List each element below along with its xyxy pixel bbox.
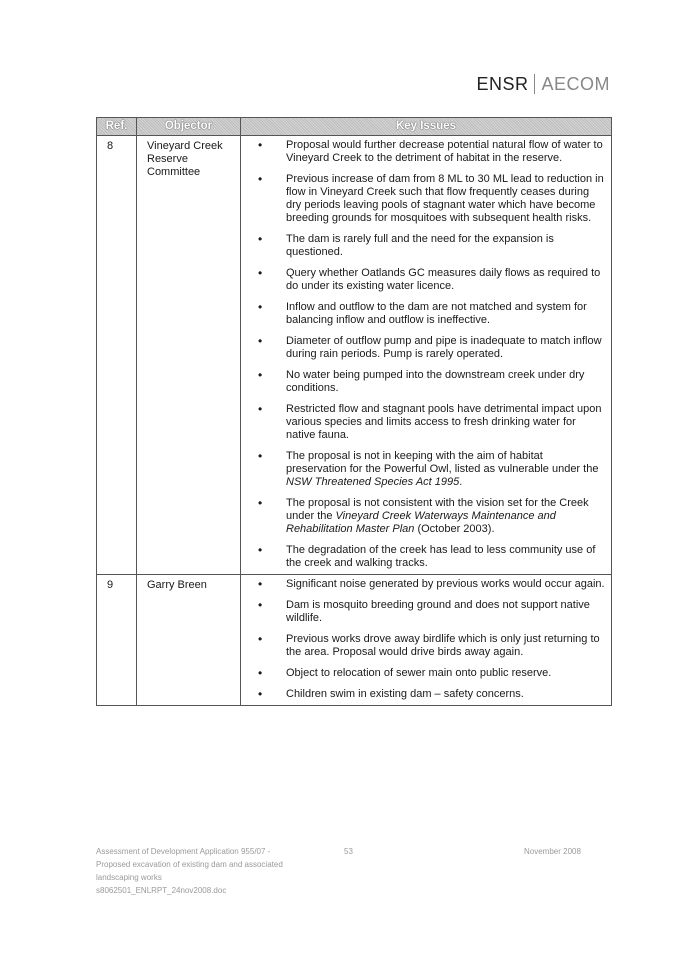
bullet-icon: • bbox=[258, 138, 263, 152]
issue-text: Proposal would further decrease potential natural flow of water to Vineyard Creek to the detriment of habitat in the reserve. bbox=[286, 139, 603, 164]
header-objector: Objector bbox=[137, 118, 241, 136]
issue-item bbox=[241, 403, 605, 442]
issue-item bbox=[241, 301, 605, 327]
objector-name-line: Vineyard Creek bbox=[147, 140, 223, 152]
issue-item bbox=[241, 173, 605, 225]
issue-item bbox=[241, 233, 605, 259]
issue-text: Previous increase of dam from 8 ML to 30 ML lead to reduction in flow in Vineyard Creek such that flow frequently ceases during dry periods leaving pools of stagnant water which have become breeding grounds for mosquitoes with subsequent health risks. bbox=[286, 173, 604, 224]
footer-line: landscaping works bbox=[96, 873, 162, 882]
objector-name-line: Committee bbox=[147, 166, 201, 178]
issue-item bbox=[241, 599, 605, 625]
logo-partner: AECOM bbox=[541, 74, 610, 94]
bullet-icon: • bbox=[258, 598, 263, 612]
issue-text: Object to relocation of sewer main onto public reserve. bbox=[286, 667, 552, 679]
ref-cell: 9 bbox=[97, 575, 137, 706]
footer-date: November 2008 bbox=[524, 847, 581, 856]
bullet-icon: • bbox=[258, 632, 263, 646]
issue-text: Diameter of outflow pump and pipe is inadequate to match inflow during rain periods. Pump is rarely operated. bbox=[286, 335, 602, 360]
issue-item bbox=[241, 633, 605, 659]
ref-cell: 8 bbox=[97, 136, 137, 575]
issue-list bbox=[241, 575, 605, 705]
issue-item bbox=[241, 369, 605, 395]
footer-line: Proposed excavation of existing dam and associated bbox=[96, 860, 283, 869]
issue-item bbox=[241, 688, 605, 701]
bullet-icon: • bbox=[258, 449, 263, 463]
bullet-icon: • bbox=[258, 334, 263, 348]
issue-item bbox=[241, 139, 605, 165]
header-key-issues: Key Issues bbox=[241, 118, 612, 136]
bullet-icon: • bbox=[258, 543, 263, 557]
bullet-icon: • bbox=[258, 577, 263, 591]
key-issues-table bbox=[96, 117, 612, 706]
footer-line: Assessment of Development Application 955/07 - bbox=[96, 847, 271, 856]
bullet-icon: • bbox=[258, 172, 263, 186]
bullet-icon: • bbox=[258, 402, 263, 416]
key-issues-cell bbox=[241, 136, 612, 575]
issue-item bbox=[241, 267, 605, 293]
footer-line: s8062501_ENLRPT_24nov2008.doc bbox=[96, 886, 227, 895]
issue-item bbox=[241, 667, 605, 680]
issue-item bbox=[241, 578, 605, 591]
issue-text: The proposal is not consistent with the vision set for the Creek under the bbox=[286, 497, 589, 522]
objector-cell bbox=[137, 575, 241, 706]
table-header-row bbox=[97, 118, 612, 136]
issue-text: The dam is rarely full and the need for the expansion is questioned. bbox=[286, 233, 554, 258]
bullet-icon: • bbox=[258, 368, 263, 382]
issue-item bbox=[241, 497, 605, 536]
issue-item bbox=[241, 450, 605, 489]
issue-text: Query whether Oatlands GC measures daily flows as required to do under its existing water licence. bbox=[286, 267, 601, 292]
bullet-icon: • bbox=[258, 666, 263, 680]
footer-document-info bbox=[96, 845, 316, 897]
objector-name-line: Garry Breen bbox=[147, 579, 207, 591]
issue-item bbox=[241, 335, 605, 361]
issue-text: The proposal is not in keeping with the aim of habitat preservation for the Powerful Owl, listed as vulnerable under the bbox=[286, 450, 599, 475]
issue-text: Restricted flow and stagnant pools have detrimental impact upon various species and limits access to fresh drinking water for native fauna. bbox=[286, 403, 602, 441]
bullet-icon: • bbox=[258, 300, 263, 314]
issue-text-suffix: . bbox=[459, 476, 463, 488]
issue-text-suffix: (October 2003). bbox=[414, 523, 495, 535]
issue-text: Previous works drove away birdlife which is only just returning to the area. Proposal would drive birds away again. bbox=[286, 633, 600, 658]
bullet-icon: • bbox=[258, 687, 263, 701]
page-number: 53 bbox=[344, 847, 353, 856]
bullet-icon: • bbox=[258, 232, 263, 246]
key-issues-cell bbox=[241, 575, 612, 706]
table-row bbox=[97, 136, 612, 575]
issue-item bbox=[241, 544, 605, 570]
company-logo bbox=[476, 74, 610, 95]
issue-text: Significant noise generated by previous works would occur again. bbox=[286, 578, 605, 590]
issue-text: The degradation of the creek has lead to less community use of the creek and walking tracks. bbox=[286, 544, 596, 569]
objector-name-line: Reserve bbox=[147, 153, 188, 165]
issue-list bbox=[241, 136, 605, 574]
bullet-icon: • bbox=[258, 266, 263, 280]
logo-divider bbox=[534, 74, 535, 94]
bullet-icon: • bbox=[258, 496, 263, 510]
logo-brand: ENSR bbox=[476, 74, 529, 94]
issue-legislation-title: Vineyard Creek Waterways Maintenance and Rehabilitation Master Plan bbox=[286, 510, 556, 535]
issue-legislation-title: NSW Threatened Species Act 1995 bbox=[286, 476, 460, 488]
issue-text: Children swim in existing dam – safety concerns. bbox=[286, 688, 524, 700]
issue-text: Inflow and outflow to the dam are not matched and system for balancing inflow and outflow is ineffective. bbox=[286, 301, 587, 326]
objector-cell bbox=[137, 136, 241, 575]
issue-text: Dam is mosquito breeding ground and does not support native wildlife. bbox=[286, 599, 590, 624]
issue-text: No water being pumped into the downstream creek under dry conditions. bbox=[286, 369, 585, 394]
header-ref: Ref. bbox=[97, 118, 137, 136]
table-row bbox=[97, 575, 612, 706]
